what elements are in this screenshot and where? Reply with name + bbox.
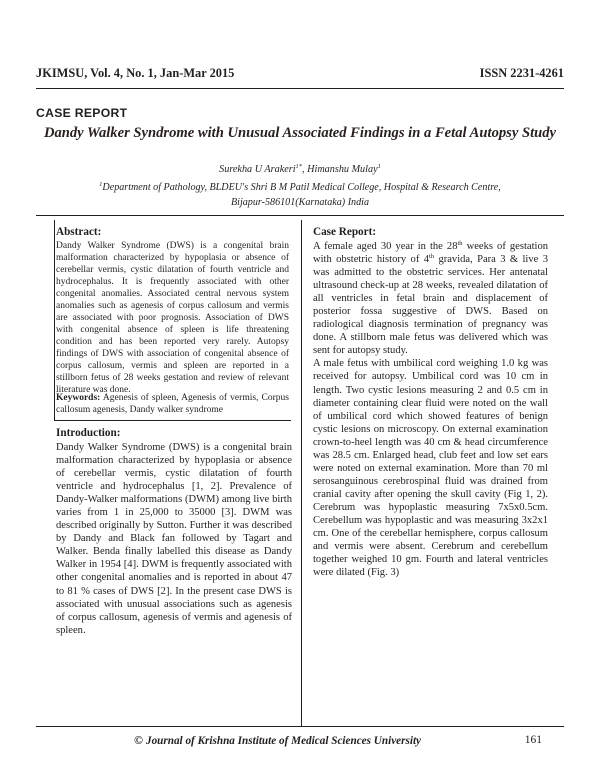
case-report-section [313, 226, 548, 579]
affiliation-line: Bijapur-586101(Karnataka) India [230, 197, 369, 208]
copyright-icon: © [134, 733, 143, 747]
author-line [36, 164, 564, 175]
article-title: Dandy Walker Syndrome with Unusual Associated Findings in a Fetal Autopsy Study [43, 125, 557, 141]
author-separator: , [302, 164, 308, 175]
case-report-paragraph: A male fetus with umbilical cord weighing 1.0 kg was received for autopsy. Umbilical cord was 10 cm in length. Two cystic lesions measuring 2 and 0.5 cm in diameter containing clear fluid were noted on the wall of umbilical cord which showed features of benign cystic lesions on microscopy. On external examination crown-to-heel length was 40 cm & head circumference was 28.5 cm. Enlarged head, club feet and low set ears were noted on external examination. More than 70 ml serosanguinous cerebrospinal fluid was drained from cranial cavity after opening the skull cavity (Fig 1, 2). Cerebrum was hypoplastic measuring 7x5x0.5cm. Cerebellum was hypoplastic and was measuring 3x2x1 cm. One of the cerebellar hemisphere, corpus callosum and vermis were absent. Cerebrum and cerebellum together weighed 10 gm. Fourth and lateral ventricles were dilated (Fig. 3) [313, 358, 548, 579]
article-type: CASE REPORT [36, 106, 128, 120]
case-report-paragraph [313, 240, 548, 357]
abstract-section [56, 226, 289, 396]
column-divider [301, 220, 302, 726]
case-report-heading: Case Report: [313, 226, 377, 238]
introduction-text: Dandy Walker Syndrome (DWS) is a congenital brain malformation characterized by hypoplasia or absence of cerebellar vermis, cystic dilatation of fourth ventricle and hydrocephalus [1, 2]. Prevalence of Dandy-Walker malformations (DWM) among live birth varies from 1 in 25,000 to 35000 [3]. DWM was described originally by Sutton. Further it was described by Dandy and Black fan followed by Tagart and Walker. Benda finally labelled this disease as Dandy Walker in 1954 [4]. DWM is frequently associated with other congenital anomalies and is reported in about 47 to 81 % cases of DWS [2]. In the present case DWS is associated with unusual associations such as agenesis of corpus callosum, agenesis of vermis and agenesis of spleen. [56, 442, 292, 636]
footer-divider [36, 726, 564, 727]
journal-reference: JKIMSU, Vol. 4, No. 1, Jan-Mar 2015 [36, 66, 235, 80]
keywords-text: Agenesis of spleen, Agenesis of vermis, Corpus callosum agenesis, Dandy walker syndrome [56, 393, 289, 415]
introduction-section [56, 427, 292, 637]
affiliation-line: Department of Pathology, BLDEU's Shri B M Patil Medical College, Hospital & Research Centre, [102, 182, 501, 193]
author-name: Himanshu Mulay [307, 164, 378, 175]
abstract-box-border [54, 220, 55, 420]
keywords-section [56, 392, 289, 416]
content-top-divider [36, 215, 564, 216]
ordinal-suffix: th [457, 240, 463, 247]
affiliation-marker: 1 [99, 181, 103, 188]
ordinal-suffix: th [429, 253, 435, 261]
case-text: weeks of gestation with obstetric history of 4 [313, 241, 548, 266]
author-name: Surekha U Arakeri [219, 164, 296, 175]
footer-journal-name: Journal of Krishna Institute of Medical Sciences University [145, 735, 422, 747]
abstract-heading: Abstract: [56, 226, 102, 238]
introduction-heading: Introduction: [56, 427, 121, 439]
footer-journal [134, 733, 421, 748]
header-divider [36, 88, 564, 89]
affiliation [36, 180, 564, 210]
author-affiliation-marker: 1* [295, 163, 303, 170]
case-text: gravida, Para 3 & live 3 was admitted to the obstetric services. Her antenatal ultrasound check-up at 28 weeks, revealed dilatation of all ventricles in fetal brain and displacement of posterior fossa suggestive of DWS. Based on radiological diagnosis termination of pregnancy was done. A stillborn male fetus was delivered which was sent for autopsy study. [313, 254, 548, 357]
page-number: 161 [524, 734, 542, 746]
case-text: A female aged 30 year in the 28 [313, 241, 458, 252]
keywords-label: Keywords: [56, 393, 101, 403]
issn: ISSN 2231-4261 [479, 66, 564, 80]
author-affiliation-marker: 1 [377, 163, 381, 170]
abstract-text: Dandy Walker Syndrome (DWS) is a congenital brain malformation characterized by hypoplasia or absence of cerebellar vermis, cystic dilatation of fourth ventricle and hydrocephalus. It is frequently associated with other congenital anomalies. Associated central nervous system anomalies such as agenesis of corpus callosum and vermis are associated with poor prognosis. Association of DWS with congenital absence of spleen is life threatening condition and has been reported very rarely. Autopsy findings of DWS with association of congenital absence of corpus callosum, vermis and spleen are reported in a stillborn fetus of 28 weeks gestation and review of relevant literature was done. [56, 241, 289, 395]
